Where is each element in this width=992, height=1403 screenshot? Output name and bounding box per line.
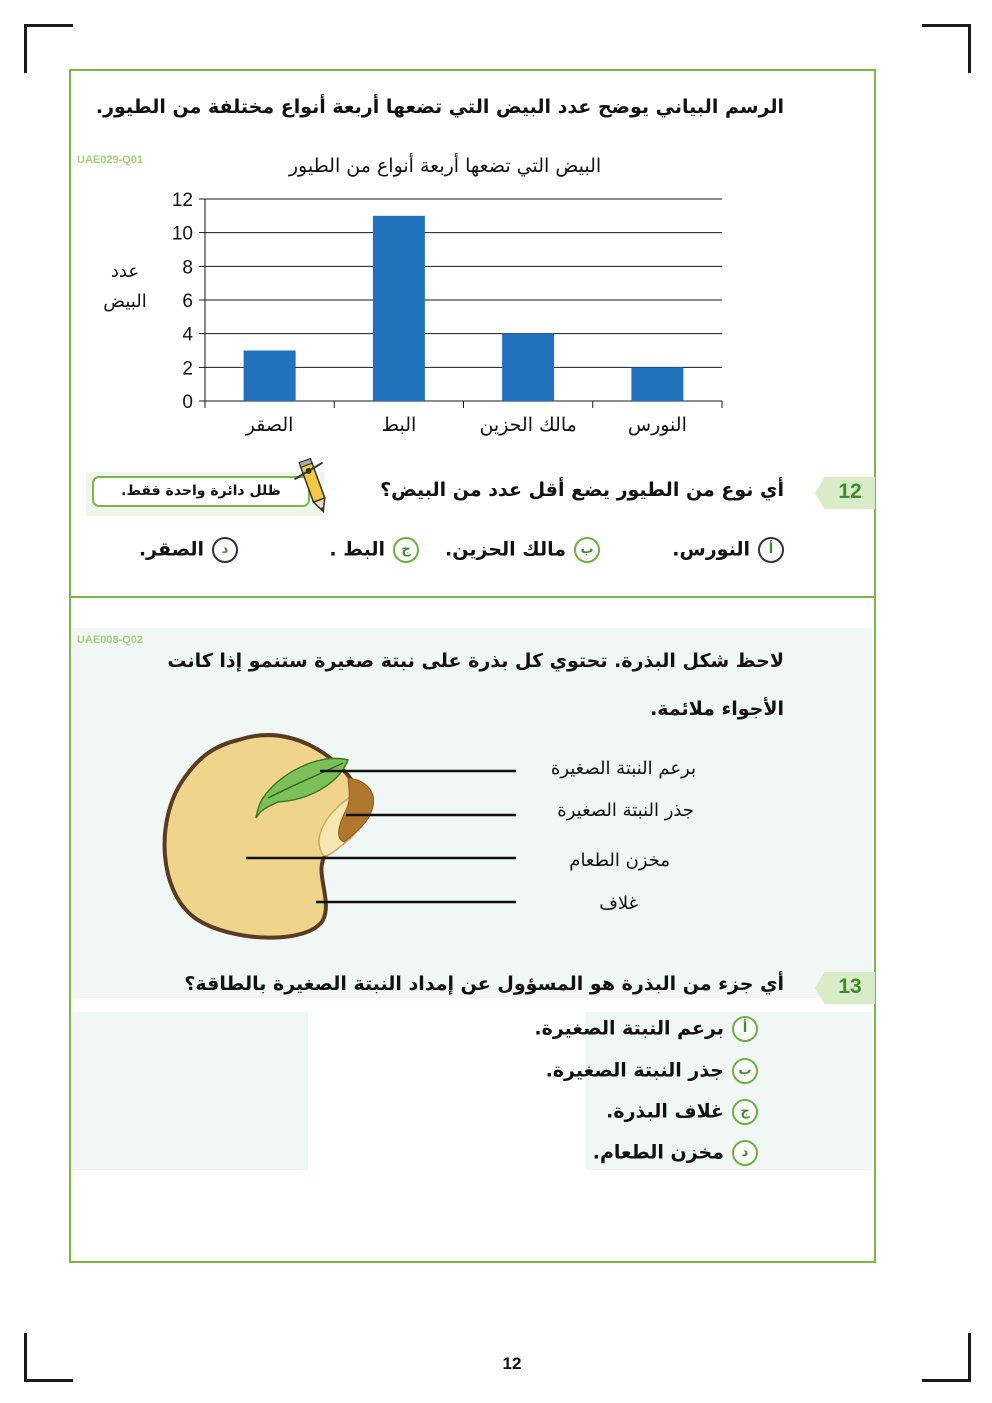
q12-option-b[interactable] — [445, 537, 600, 563]
q12-number: 12 — [838, 480, 862, 503]
answer-panel-left — [72, 1012, 308, 1170]
x-axis-labels — [245, 414, 687, 436]
option-b-bubble[interactable]: ب — [574, 537, 600, 563]
option-a-bubble[interactable]: أ — [732, 1016, 758, 1042]
q12-option-a-text: النورس. — [672, 538, 750, 561]
chart-bars — [244, 216, 684, 401]
q13-option-d-text: مخزن الطعام. — [592, 1141, 724, 1164]
x-tick-label: النورس — [627, 414, 687, 436]
q12-stem: الرسم البياني يوضح عدد البيض التي تضعها أربعة أنواع مختلفة من الطيور. — [95, 96, 784, 118]
option-d-bubble[interactable]: د — [212, 537, 238, 563]
y-axis-label — [95, 257, 155, 317]
q12-option-b-text: مالك الحزين. — [445, 538, 566, 561]
q13-intro-line-1: لاحظ شكل البذرة. تحتوي كل بذرة على نبتة صغيرة ستنمو إذا كانت — [167, 650, 784, 672]
page-number: 12 — [502, 1354, 522, 1373]
y-tick-label: 0 — [182, 392, 193, 413]
q13-option-c[interactable] — [606, 1099, 758, 1125]
option-d-bubble[interactable]: د — [732, 1140, 758, 1166]
q13-intro-line-2: الأجواء ملائمة. — [650, 698, 784, 720]
q13-option-a-text: برعم النبتة الصغيرة. — [534, 1017, 724, 1040]
chart-title: البيض التي تضعها أربعة أنواع من الطيور — [288, 155, 602, 177]
option-a-bubble[interactable]: أ — [758, 537, 784, 563]
q12-option-d[interactable] — [139, 537, 238, 563]
q13-question: أي جزء من البذرة هو المسؤول عن إمداد النبتة الصغيرة بالطاقة؟ — [184, 973, 784, 995]
q13-option-c-text: غلاف البذرة. — [606, 1100, 724, 1123]
y-axis-label-line-2: البيض — [103, 291, 147, 312]
bar-2 — [502, 334, 554, 401]
bar-chart — [150, 185, 740, 440]
x-tick-label: مالك الحزين — [479, 414, 577, 436]
x-tick-label: الصقر — [245, 414, 294, 436]
section-divider — [69, 596, 876, 598]
bar-3 — [373, 216, 425, 401]
q12-option-c[interactable] — [329, 537, 419, 563]
label-radicle: جذر النبتة الصغيرة — [557, 800, 694, 821]
label-food-store: مخزن الطعام — [569, 850, 670, 871]
q12-question: أي نوع من الطيور يضع أقل عدد من البيض؟ — [380, 479, 784, 501]
question-code: UAE029-Q01 — [77, 154, 144, 166]
q13-option-b[interactable] — [546, 1058, 758, 1084]
option-c-bubble[interactable]: ج — [393, 537, 419, 563]
y-axis-label-line-1: عدد — [110, 261, 140, 282]
q13-option-d[interactable] — [593, 1140, 758, 1166]
crop-mark-top-left — [24, 24, 73, 73]
hint-box: ظلل دائرة واحدة فقط. — [92, 476, 310, 507]
q12-option-c-text: البط . — [329, 538, 385, 561]
q13-option-a[interactable] — [534, 1016, 758, 1042]
pencil-icon — [292, 455, 336, 517]
y-tick-label: 4 — [182, 324, 193, 346]
y-tick-label: 10 — [171, 223, 193, 245]
bar-1 — [631, 367, 683, 401]
y-axis-ticks — [172, 190, 194, 413]
label-plumule: برعم النبتة الصغيرة — [550, 758, 696, 779]
q13-number: 13 — [838, 975, 862, 998]
seed-diagram — [158, 730, 528, 945]
question-code: UAE008-Q02 — [77, 634, 144, 646]
q12-option-d-text: الصقر. — [138, 538, 204, 561]
y-tick-label: 2 — [182, 358, 193, 380]
y-tick-label: 8 — [182, 257, 193, 279]
q13-option-b-text: جذر النبتة الصغيرة. — [545, 1059, 724, 1082]
crop-mark-bottom-left — [24, 1333, 73, 1382]
q12-option-a[interactable] — [672, 537, 784, 563]
label-coat: غلاف — [599, 893, 638, 914]
y-tick-label: 6 — [182, 291, 193, 312]
option-c-bubble[interactable]: ج — [732, 1099, 758, 1125]
x-tick-label: البط — [381, 414, 417, 436]
option-b-bubble[interactable]: ب — [732, 1058, 758, 1084]
bar-4 — [244, 351, 296, 402]
crop-mark-bottom-right — [922, 1333, 971, 1382]
crop-mark-top-right — [922, 24, 971, 73]
y-tick-label: 12 — [171, 190, 193, 211]
